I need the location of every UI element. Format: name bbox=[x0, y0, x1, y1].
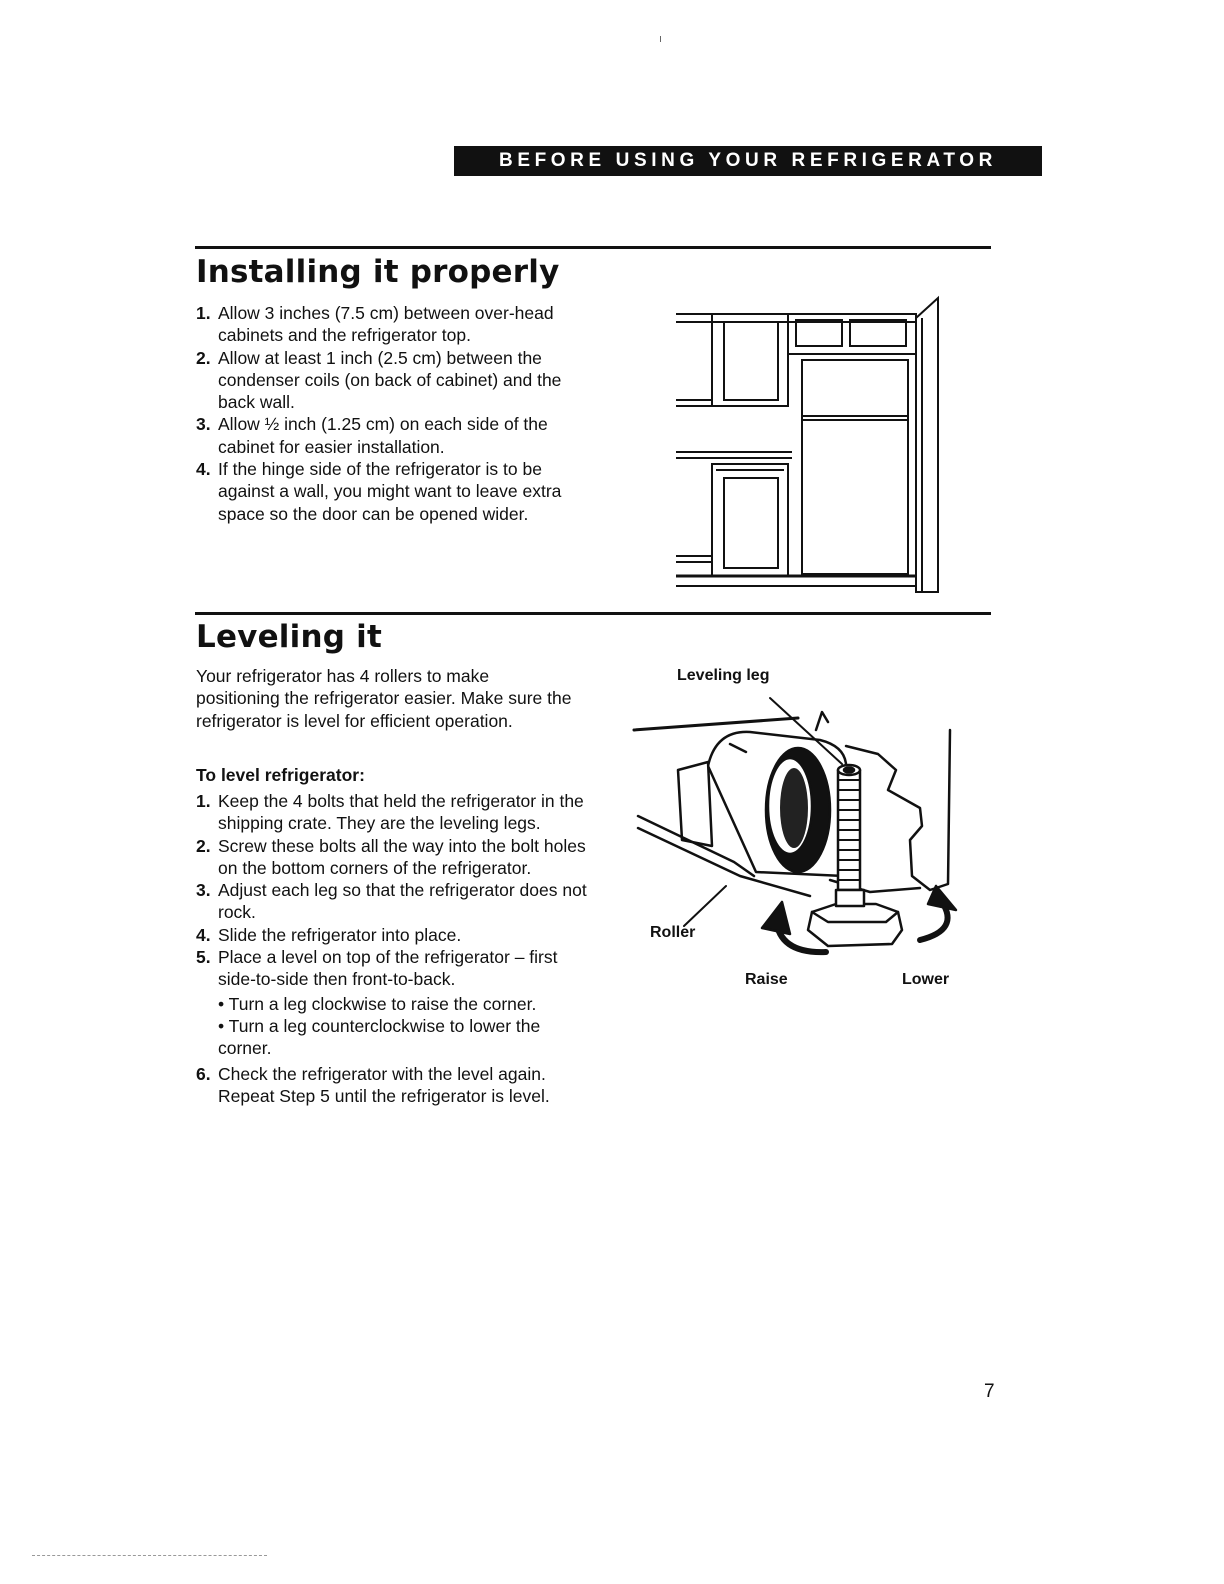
list-item bbox=[196, 790, 591, 835]
installing-rule bbox=[195, 246, 991, 249]
leveling-steps bbox=[196, 790, 591, 1107]
leveling-intro: Your refrigerator has 4 rollers to make positioning the refrigerator easier. Make sure the refrigerator is level for efficient operation. bbox=[196, 666, 572, 731]
list-item bbox=[196, 879, 591, 924]
step-text: Allow 3 inches (7.5 cm) between over-head cabinets and the refrigerator top. bbox=[218, 303, 554, 346]
step-text: Check the refrigerator with the level again. Repeat Step 5 until the refrigerator is level. bbox=[218, 1063, 550, 1106]
list-item bbox=[196, 835, 591, 880]
scan-mark bbox=[660, 36, 661, 42]
step-text: Slide the refrigerator into place. bbox=[218, 924, 462, 945]
list-item bbox=[196, 347, 586, 414]
leveling-leg-illustration bbox=[630, 690, 960, 960]
list-item bbox=[196, 413, 586, 458]
step-number: 2. bbox=[196, 347, 211, 368]
step-text: Screw these bolts all the way into the bolt holes on the bottom corners of the refrigerator. bbox=[218, 835, 586, 878]
step-number: 6. bbox=[196, 1063, 211, 1084]
step-text: Keep the 4 bolts that held the refrigerator in the shipping crate. They are the leveling legs. bbox=[218, 791, 584, 834]
step-text: Allow ½ inch (1.25 cm) on each side of the cabinet for easier installation. bbox=[218, 414, 548, 457]
step-text: Allow at least 1 inch (2.5 cm) between the condenser coils (on back of cabinet) and the back wall. bbox=[218, 347, 562, 413]
bullet-item: • Turn a leg clockwise to raise the corner. bbox=[218, 993, 537, 1014]
page-number: 7 bbox=[984, 1381, 995, 1402]
list-item bbox=[196, 924, 591, 946]
step-text: Place a level on top of the refrigerator – first side-to-side then front-to-back. bbox=[218, 947, 558, 990]
bullet-item: • Turn a leg counterclockwise to lower the corner. bbox=[218, 1015, 541, 1059]
leveling-leg-label: Leveling leg bbox=[677, 667, 770, 684]
step-number: 5. bbox=[196, 947, 211, 968]
step-number: 3. bbox=[196, 880, 211, 901]
step-number: 4. bbox=[196, 459, 211, 480]
raise-label: Raise bbox=[745, 971, 788, 988]
refrigerator-installation-illustration bbox=[676, 292, 946, 602]
step-text: If the hinge side of the refrigerator is to be against a wall, you might want to leave extra space so the door can be opened wider. bbox=[218, 459, 562, 524]
step-bullets bbox=[218, 993, 591, 1060]
roller-label: Roller bbox=[650, 924, 696, 941]
step-number: 2. bbox=[196, 835, 211, 856]
section-banner: BEFORE USING YOUR REFRIGERATOR bbox=[454, 146, 1042, 176]
installing-title: Installing it properly bbox=[196, 254, 560, 290]
list-item bbox=[196, 1063, 591, 1108]
list-item bbox=[196, 302, 586, 347]
footer-scan-line bbox=[32, 1555, 267, 1556]
step-number: 1. bbox=[196, 303, 211, 323]
list-item bbox=[196, 946, 591, 1059]
step-number: 1. bbox=[196, 791, 211, 811]
step-number: 4. bbox=[196, 924, 211, 945]
leveling-subheading: To level refrigerator: bbox=[196, 765, 365, 785]
leveling-title: Leveling it bbox=[196, 619, 382, 655]
lower-label: Lower bbox=[902, 971, 950, 988]
step-text: Adjust each leg so that the refrigerator does not rock. bbox=[218, 880, 587, 923]
leveling-rule bbox=[195, 612, 991, 615]
list-item bbox=[196, 458, 586, 525]
step-number: 3. bbox=[196, 414, 211, 435]
installing-steps bbox=[196, 302, 586, 525]
